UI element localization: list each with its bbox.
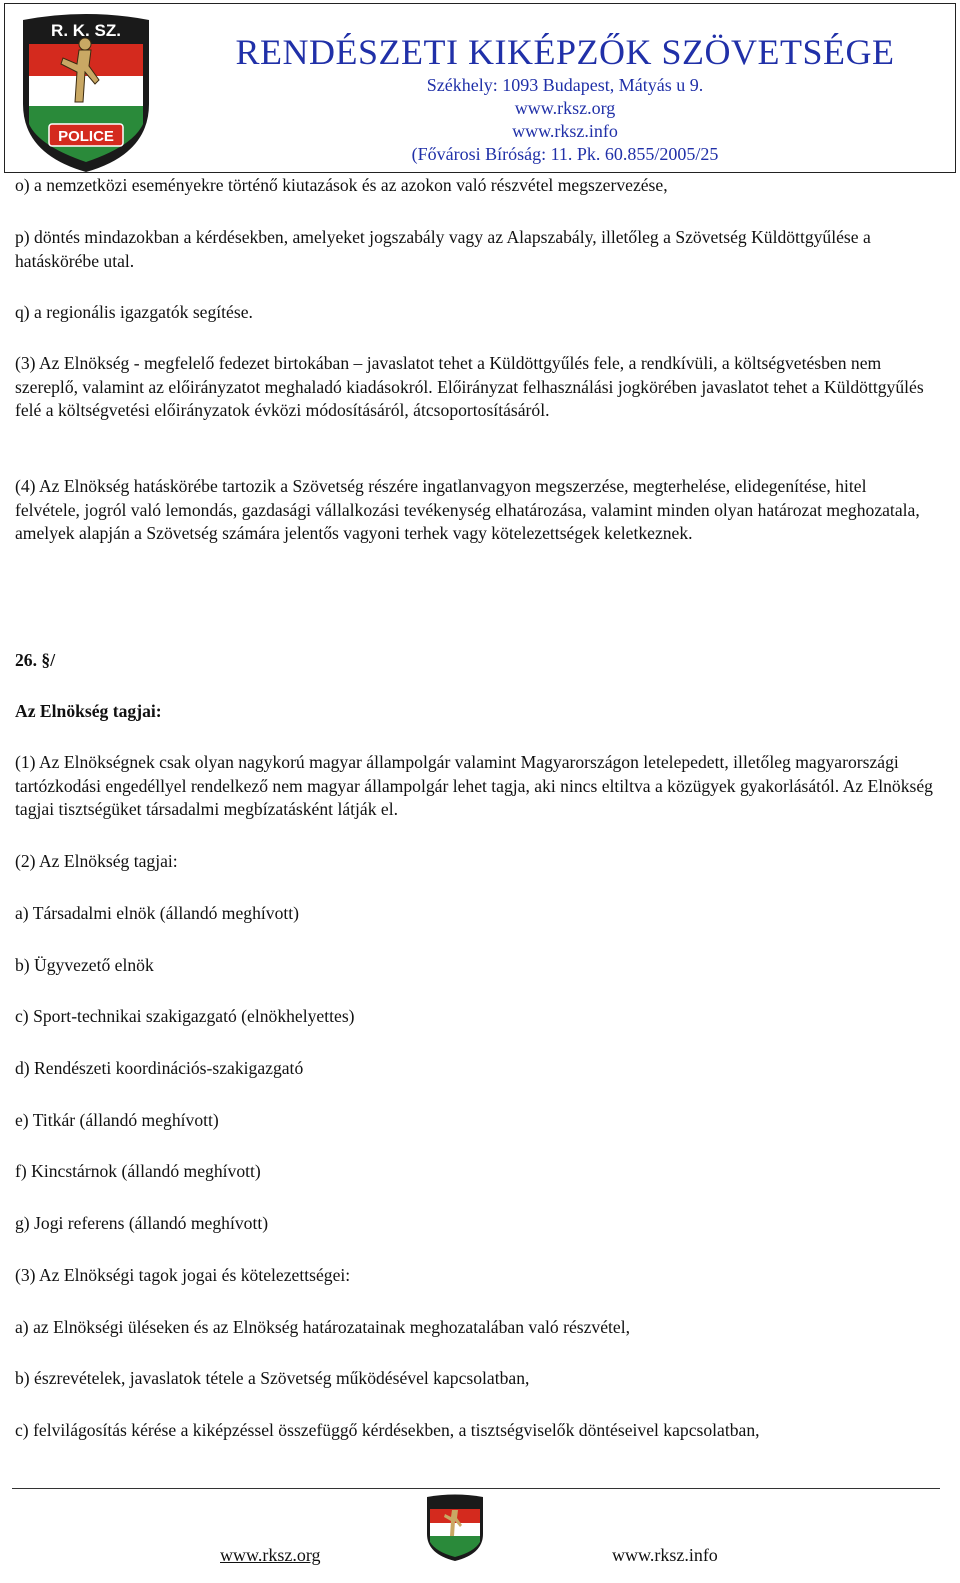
registry-number: (Fővárosi Bíróság: 11. Pk. 60.855/2005/25 (411, 144, 719, 164)
header-link-org[interactable]: www.rksz.org (514, 98, 616, 118)
logo-badge-text: POLICE (58, 128, 114, 145)
footer-link-info: www.rksz.info (612, 1545, 718, 1565)
paragraph-q: q) a regionális igazgatók segítése. (15, 302, 253, 322)
footer-logo (424, 1492, 486, 1562)
seat-address: Székhely: 1093 Budapest, Mátyás u 9. (426, 75, 704, 95)
footer-divider (12, 1488, 940, 1489)
rights-item-a: a) az Elnökségi üléseken és az Elnökség határozatainak meghozatalában való részvétel, (15, 1317, 631, 1337)
list-item-f: f) Kincstárnok (állandó meghívott) (15, 1161, 261, 1181)
paragraph-o: o) a nemzetközi eseményekre történő kiutazások és az azokon való részvétel megszervezése, (15, 175, 668, 195)
list-item-g: g) Jogi referens (állandó meghívott) (15, 1213, 269, 1233)
paragraph-rights: (3) Az Elnökségi tagok jogai és kötelezettségei: (15, 1265, 351, 1285)
logo-title-text: R. K. SZ. (51, 21, 121, 40)
paragraph-4: (4) Az Elnökség hatáskörébe tartozik a Szövetség részére ingatlanvagyon megszerzése, megterhelése, elidegenítése, hitel felvétele, jogról való lemondás, gazdasági vállalkozási tevékenység elhatározása, valamint minden olyan határozat meghozatala, amelyek alapján a Szövetség számára jelentős vagyoni terhek vagy kötelezettségek keletkeznek. (15, 476, 920, 543)
footer-link-org[interactable]: www.rksz.org (220, 1545, 321, 1565)
rksz-police-logo (15, 6, 157, 173)
paragraph-1: (1) Az Elnökségnek csak olyan nagykorú magyar állampolgár valamint Magyarországon letelepedett, illetőleg magyarországi tartózkodási engedéllyel rendelkező nem magyar állampolgár lehet tagja, aki nincs eltiltva a közügyek gyakorlásától. Az Elnökség tagjai tisztségüket társadalmi megbízatásként látják el. (15, 752, 933, 819)
header-text-block (185, 30, 945, 166)
list-item-e: e) Titkár (állandó meghívott) (15, 1110, 219, 1130)
list-item-d: d) Rendészeti koordinációs-szakigazgató (15, 1058, 304, 1078)
rights-item-c: c) felvilágosítás kérése a kiképzéssel összefüggő kérdésekben, a tisztségviselők döntéseivel kapcsolatban, (15, 1420, 760, 1440)
paragraph-2: (2) Az Elnökség tagjai: (15, 851, 178, 871)
paragraph-3: (3) Az Elnökség - megfelelő fedezet birtokában – javaslatot tehet a Küldöttgyűlés fele, a rendkívüli, a költségvetésben nem szereplő, valamint az előirányzatot meghaladó kiadásokról. Előirányzat felhasználási jogkörében javaslatot tehet a Küldöttgyűlés felé a költségvetési előirányzatok évközi módosításáról, átcsoportosításáról. (15, 353, 924, 420)
organization-name: RENDÉSZETI KIKÉPZŐK SZÖVETSÉGE (235, 32, 895, 72)
list-item-c: c) Sport-technikai szakigazgató (elnökhelyettes) (15, 1006, 355, 1026)
section-heading: Az Elnökség tagjai: (15, 701, 162, 721)
section-number: 26. §/ (15, 650, 56, 670)
rights-item-b: b) észrevételek, javaslatok tétele a Szövetség működésével kapcsolatban, (15, 1368, 530, 1388)
paragraph-p: p) döntés mindazokban a kérdésekben, amelyeket jogszabály vagy az Alapszabály, illetőleg a Szövetség Küldöttgyűlése a hatáskörébe utal. (15, 227, 871, 271)
list-item-b: b) Ügyvezető elnök (15, 955, 154, 975)
page-header (4, 3, 956, 173)
header-link-info[interactable]: www.rksz.info (512, 121, 618, 141)
list-item-a: a) Társadalmi elnök (állandó meghívott) (15, 903, 300, 923)
